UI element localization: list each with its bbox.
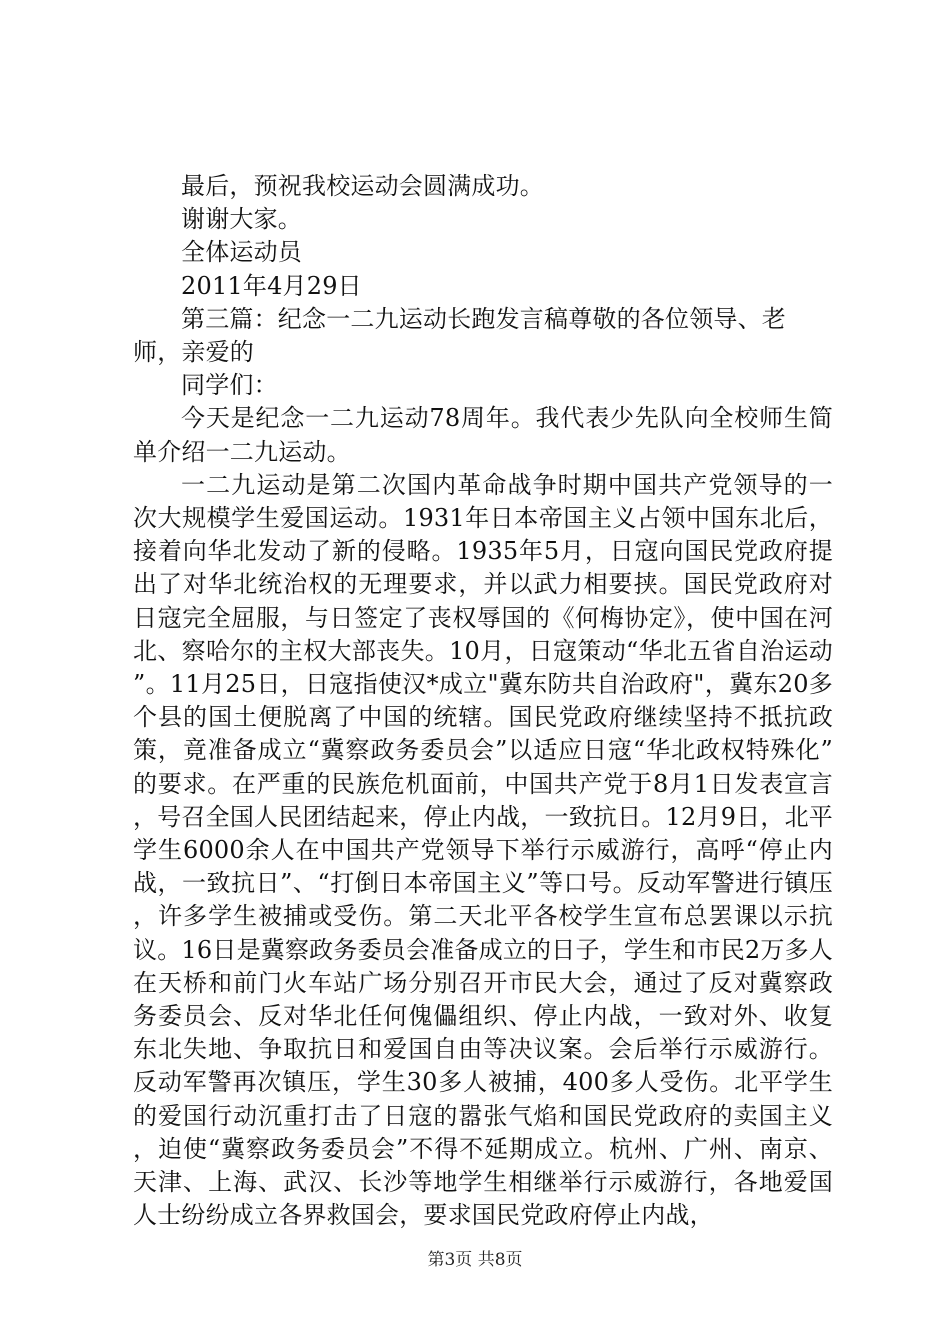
page-footer bbox=[0, 1245, 950, 1270]
date-line: 2011年4月29日 bbox=[181, 271, 362, 300]
intro-paragraph: 今天是纪念一二九运动78周年。我代表少先队向全校师生简单介绍一二九运动。 bbox=[133, 404, 833, 466]
main-paragraph: 一二九运动是第二次国内革命战争时期中国共产党领导的一次大规模学生爱国运动。1931年日本帝国主义占领中国东北后，接着向华北发动了新的侵略。1935年5月，日寇向国民党政府提出了对华北统治权的无理要求，并以武力相要挟。国民党政府对日寇完全屈服，与日签定了丧权辱国的《何梅协定》，使中国在河北、察哈尔的主权大部丧失。10月，日寇策动“华北五省自治运动”。11月25日，日寇指使汉*成立"冀东防共自治政府"，冀东20多个县的国土便脱离了中国的统辖。国民党政府继续坚持不抵抗政策，竟准备成立“冀察政务委员会”以适应日寇“华北政权特殊化”的要求。在严重的民族危机面前，中国共产党于8月1日发表宣言，号召全国人民团结起来，停止内战，一致抗日。12月9日，北平学生6000余人在中国共产党领导下举行示威游行，高呼“停止内战，一致抗日”、“打倒日本帝国主义”等口号。反动军警进行镇压，许多学生被捕或受伤。第二天北平各校学生宣布总罢课以示抗议。16日是冀察政务委员会准备成立的日子，学生和市民2万多人在天桥和前门火车站广场分别召开市民大会，通过了反对冀察政务委员会、反对华北任何傀儡组织、停止内战，一致对外、收复东北失地、争取抗日和爱国自由等决议案。会后举行示威游行。反动军警再次镇压，学生30多人被捕，400多人受伤。北平学生的爱国行动沉重打击了日寇的嚣张气焰和国民党政府的卖国主义，迫使“冀察政务委员会”不得不延期成立。杭州、广州、南京、天津、上海、武汉、长沙等地学生相继举行示威游行，各地爱国人士纷纷成立各界救国会，要求国民党政府停止内战， bbox=[133, 470, 833, 1230]
document-body bbox=[133, 170, 833, 1232]
signature-line: 全体运动员 bbox=[181, 238, 302, 267]
section-heading: 第三篇：纪念一二九运动长跑发言稿尊敬的各位领导、老师，亲爱的 bbox=[133, 304, 786, 366]
salutation-line: 同学们： bbox=[181, 371, 278, 400]
thanks-line: 谢谢大家。 bbox=[181, 205, 302, 234]
page-indicator: 第3页 共8页 bbox=[427, 1250, 523, 1270]
closing-wish-line: 最后，预祝我校运动会圆满成功。 bbox=[181, 172, 544, 200]
